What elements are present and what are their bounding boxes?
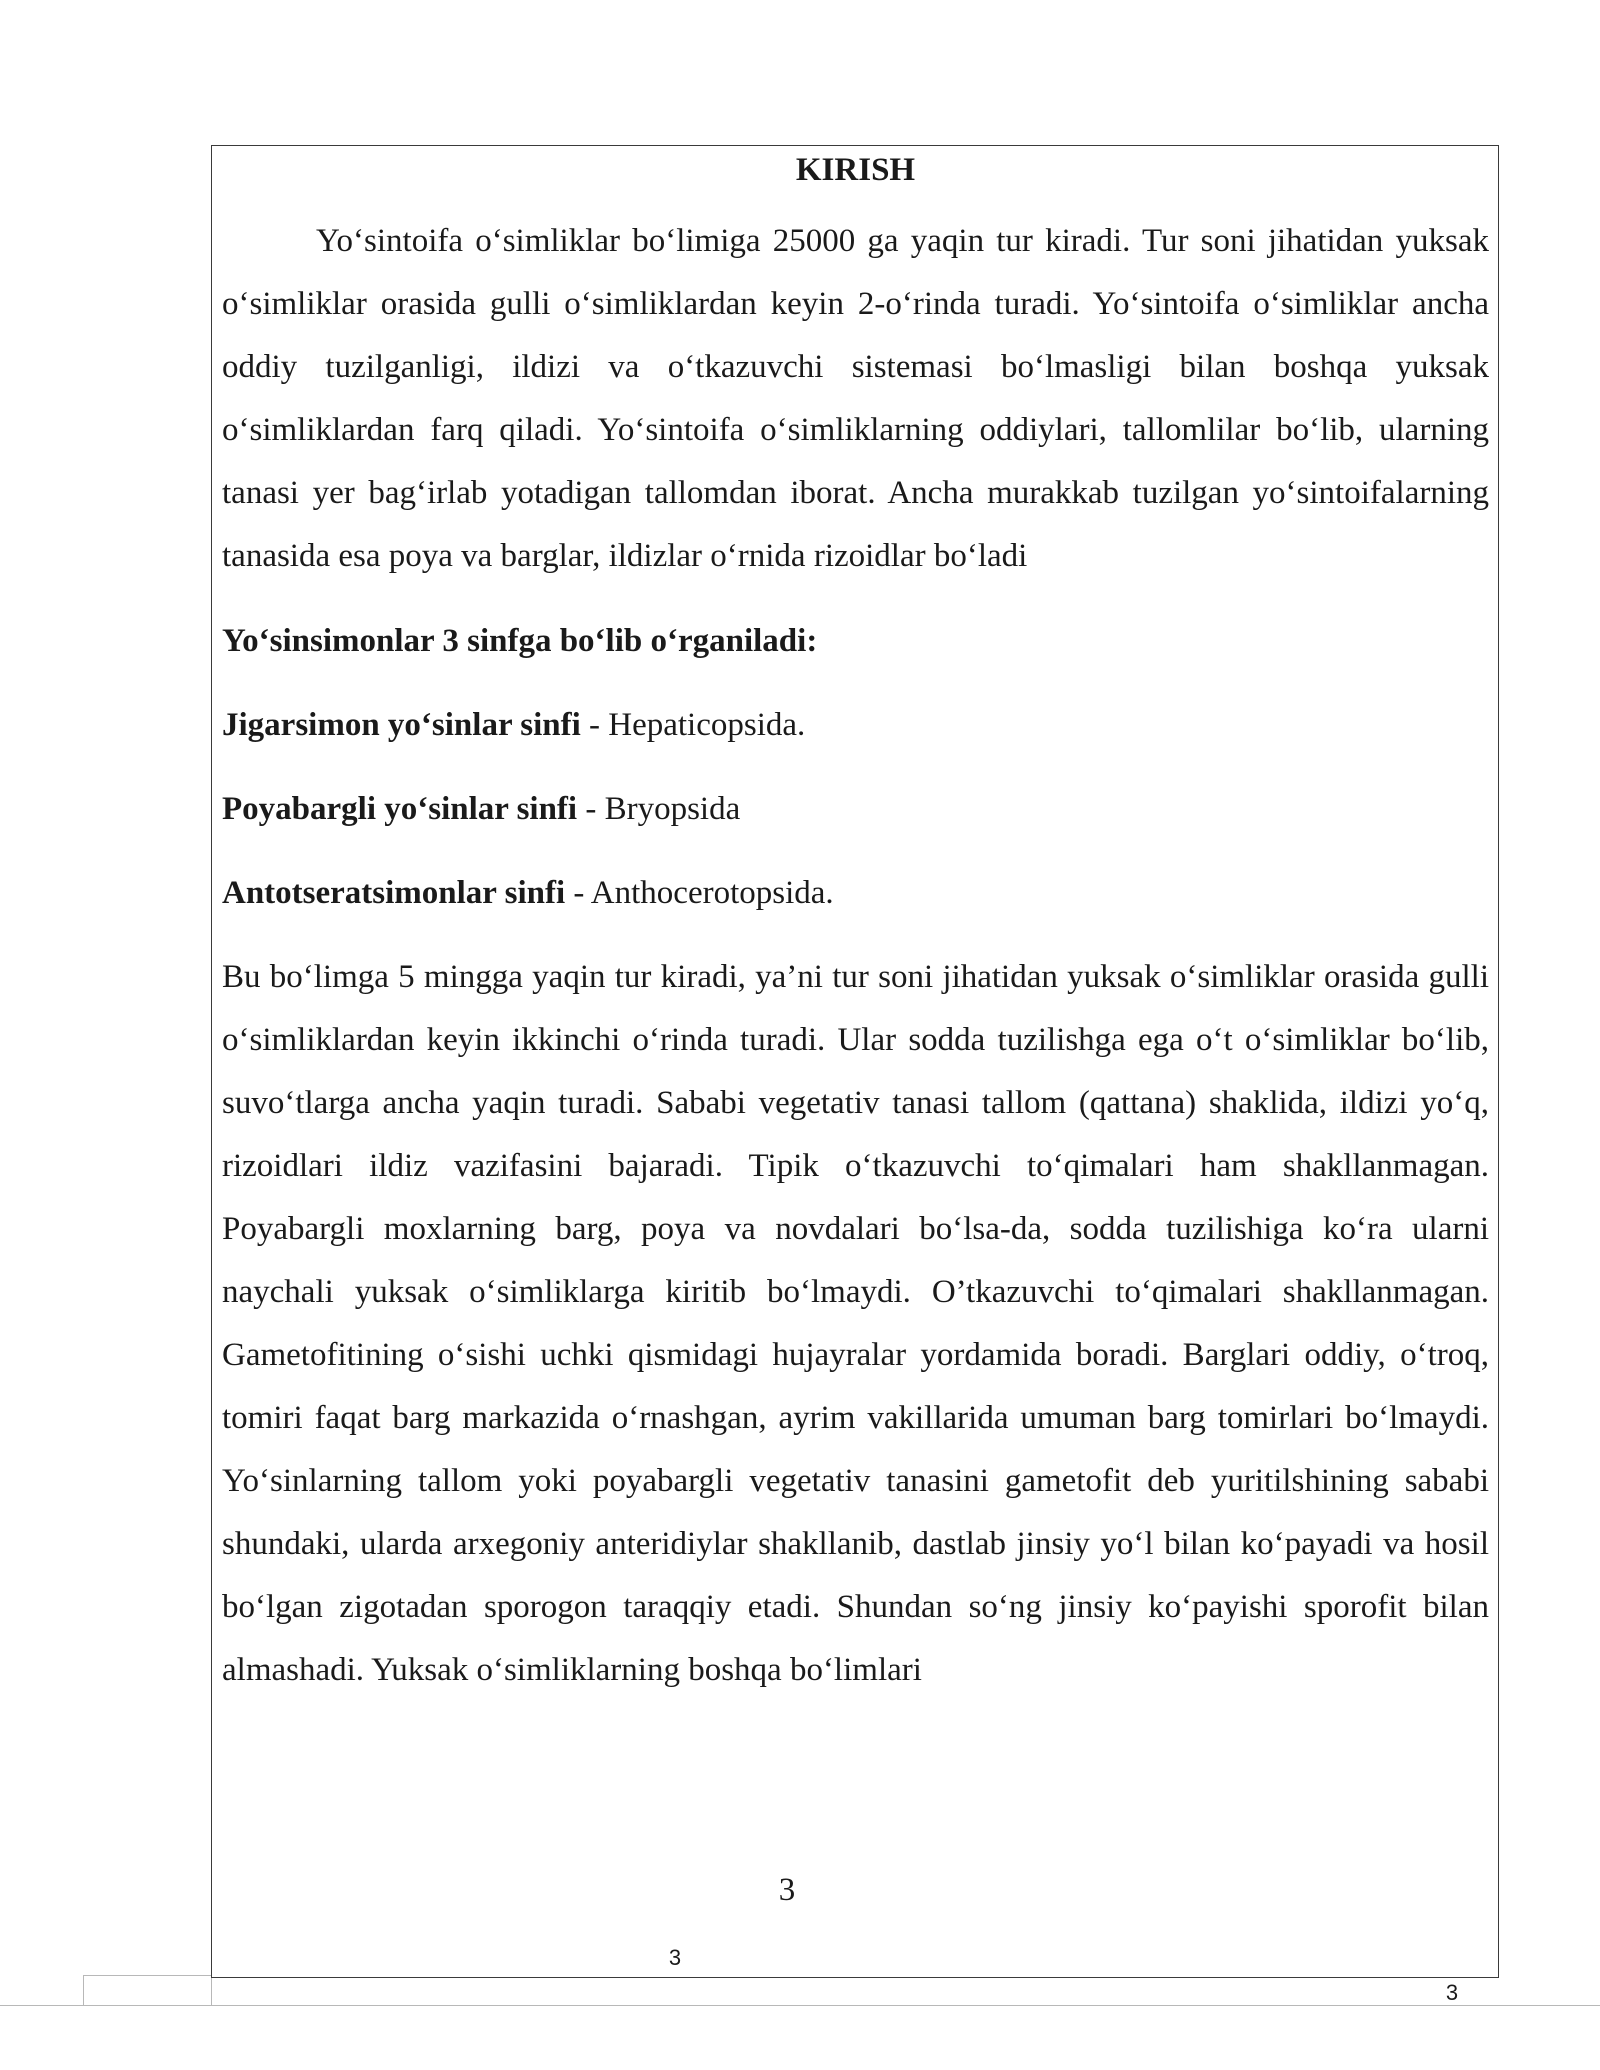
class-latin-name: - Anthocerotopsida. <box>565 875 834 911</box>
footer-rule <box>0 2005 1600 2006</box>
document-body <box>222 148 1489 1724</box>
page-number: 3 <box>778 1872 796 1908</box>
class-name: Antotseratsimonlar sinfi <box>222 875 566 911</box>
document-title: KIRISH <box>795 152 916 188</box>
class-name: Poyabargli yo‘sinlar sinfi <box>222 791 578 827</box>
class-item <box>222 778 1489 841</box>
footer-page-number: 3 <box>668 1945 682 1970</box>
class-item <box>222 862 1489 925</box>
body-paragraph: Bu bo‘limga 5 mingga yaqin tur kiradi, ya’ni tur soni jihatidan yuksak o‘simliklar orasida gulli o‘simliklardan keyin ikkinchi o‘rinda turadi. Ular sodda tuzilishga ega o‘t o‘simliklar bo‘lib, suvo‘tlarga ancha yaqin turadi. Sababi vegetativ tanasi tallom (qattana) shaklida, ildizi yo‘q, rizoidlari ildiz vazifasini bajaradi. Tipik o‘tkazuvchi to‘qimalari ham shakllanmagan. Poyabargli moxlarning barg, poya va novdalari bo‘lsa-da, sodda tuzilishiga ko‘ra ularni naychali yuksak o‘simliklarga kiritib bo‘lmaydi. O’tkazuvchi to‘qimalari shakllanmagan. Gametofitining o‘sishi uchki qismidagi hujayralar yordamida boradi. Barglari oddiy, o‘troq, tomiri faqat barg markazida o‘rnashgan, ayrim vakillarida umuman barg tomirlari bo‘lmaydi. Yo‘sinlarning tallom yoki poyabargli vegetativ tanasini gametofit deb yuritilshining sababi shundaki, ularda arxegoniy anteridiylar shakllanib, dastlab jinsiy yo‘l bilan ko‘payadi va hosil bo‘lgan zigotadan sporogon taraqqiy etadi. Shundan so‘ng jinsiy ko‘payishi sporofit bilan almashadi. Yuksak o‘simliklarning boshqa bo‘limlari <box>222 959 1489 1688</box>
class-latin-name: - Hepaticopsida. <box>580 707 806 743</box>
class-name: Jigarsimon yo‘sinlar sinfi <box>222 707 581 743</box>
class-item <box>222 694 1489 757</box>
classes-heading: Yo‘sinsimonlar 3 sinfga bo‘lib o‘rganiladi: <box>222 623 818 659</box>
intro-paragraph: Yo‘sintoifa o‘simliklar bo‘limiga 25000 ga yaqin tur kiradi. Tur soni jihatidan yuksak o‘simliklar orasida gulli o‘simliklardan keyin 2-o‘rinda turadi. Yo‘sintoifa o‘simliklar ancha oddiy tuzilganligi, ildizi va o‘tkazuvchi sistemasi bo‘lmasligi bilan boshqa yuksak o‘simliklardan farq qiladi. Yo‘sintoifa o‘simliklarning oddiylari, tallomlilar bo‘lib, ularning tanasi yer bag‘irlab yotadigan tallomdan iborat. Ancha murakkab tuzilgan yo‘sintoifalarning tanasida esa poya va barglar, ildizlar o‘rnida rizoidlar bo‘ladi <box>222 223 1489 574</box>
footer-divider <box>211 1978 212 2005</box>
footer-tab-outline <box>83 1975 211 2005</box>
class-latin-name: - Bryopsida <box>577 791 741 827</box>
corner-page-number: 3 <box>1445 1980 1459 2005</box>
